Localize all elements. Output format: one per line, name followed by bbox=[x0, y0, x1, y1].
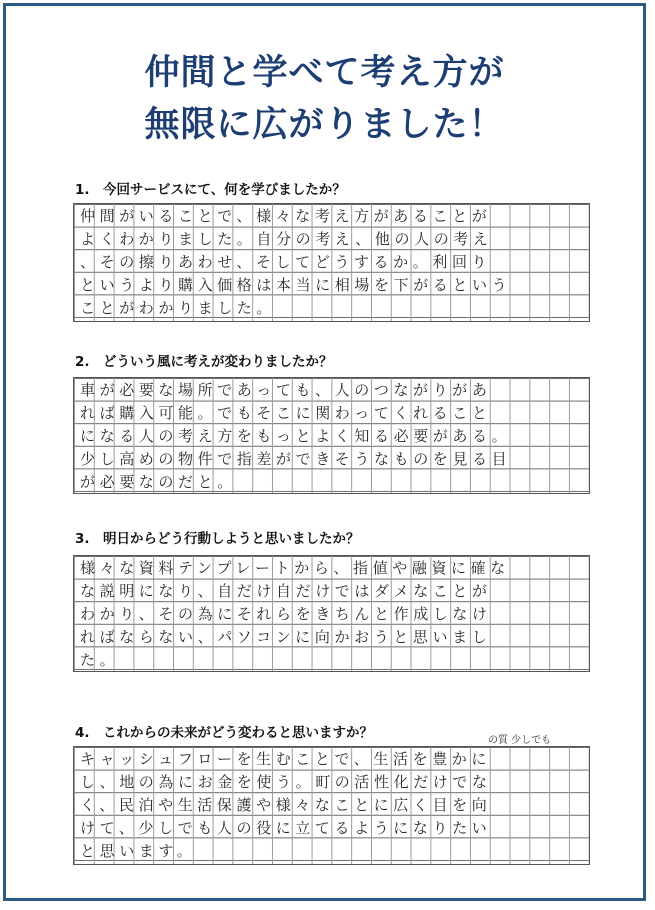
question-1-label: 1. 今回サービスにて、何を学びましたか？ bbox=[75, 182, 346, 198]
answer-3-line-3: わかり、その為にそれらをきちんと作成しなけ bbox=[80, 605, 492, 623]
answer-3-line-1: 様々な資料テンプレートから、指値や融資に確な bbox=[80, 559, 510, 577]
headline-line-1: 仲間と学べて考え方が bbox=[144, 53, 505, 93]
answer-3-box bbox=[73, 555, 590, 672]
answer-2-line-2: れば購入可能。でもそこに関わってくれること bbox=[80, 404, 492, 422]
answer-4-line-3: く、民泊や生活保護や様々なことに広く目を向 bbox=[80, 796, 492, 814]
answer-4-line-5: と思います。 bbox=[80, 842, 197, 860]
answer-4-line-2: し、地の為にお金を使う。町の活性化だけでな bbox=[80, 773, 492, 791]
answer-1-line-1: 仲間がいることで、様々な考え方があることが bbox=[80, 207, 492, 225]
answer-2-line-5: が必要なのだと。 bbox=[80, 473, 237, 491]
answer-2-line-1: 車が必要な場所であっても、人のつながりがあ bbox=[80, 381, 492, 399]
answer-4-line-4: けて、少しでも人の役に立てるようになりたい bbox=[80, 819, 492, 837]
answer-3-line-2: な説明になり、自だけ自だけではダメなことが bbox=[80, 582, 492, 600]
answer-3-line-5: た。 bbox=[80, 651, 120, 669]
headline-line-2: 無限に広がりました！ bbox=[144, 105, 505, 145]
answer-1-line-3: 、その擦りあわせ、そしてどうするか。利回り bbox=[80, 253, 492, 271]
question-2-label: 2. どういう風に考えが変わりましたか？ bbox=[75, 354, 333, 370]
answer-1-line-4: というより購入価格は本当に相場を下がるという bbox=[80, 276, 512, 294]
answer-1-box bbox=[73, 203, 590, 322]
answer-1-line-5: ことがわかりました。 bbox=[80, 299, 277, 317]
answer-4-line-1: キャッシュフローを生むことで、生活を豊かに bbox=[80, 750, 492, 768]
answer-2-line-3: になる人の考え方をもっとよく知る必要がある。 bbox=[80, 427, 512, 445]
answer-2-line-4: 少し高めの物件で指差ができそうなものを見る目 bbox=[80, 450, 512, 468]
answer-4-box bbox=[73, 746, 590, 865]
question-3-label: 3. 明日からどう行動しようと思いましたか？ bbox=[75, 531, 360, 547]
answer-1-line-2: よくわかりました。自分の考え、他の人の考え bbox=[80, 230, 493, 248]
answer-4-margin-note: の質 少しでも bbox=[488, 735, 552, 746]
answer-3-line-4: ればならない、パソコンに向かおうと思いまし bbox=[80, 628, 492, 646]
question-4-label: 4. これからの未来がどう変わると思いますか？ bbox=[75, 725, 374, 741]
answer-2-box bbox=[73, 377, 590, 494]
